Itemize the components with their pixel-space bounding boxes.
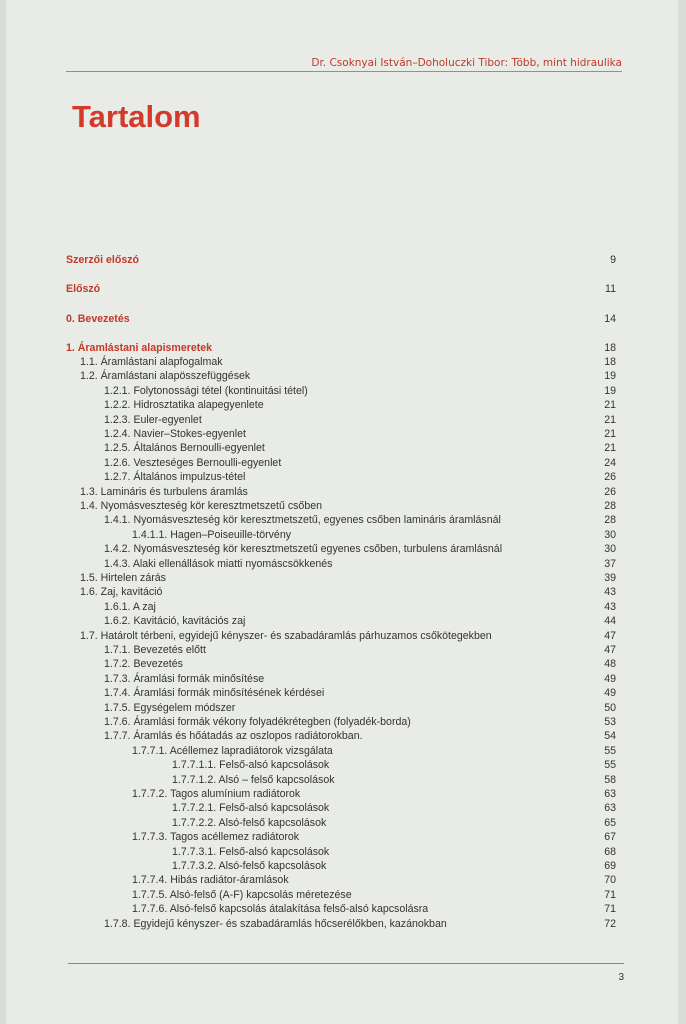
toc-entry	[0, 514, 686, 528]
toc-entry-page: 30	[604, 528, 616, 541]
toc-entry-title: 1.5. Hirtelen zárás	[80, 572, 166, 584]
toc-entry	[0, 500, 686, 514]
toc-entry-title: 1.7.7.5. Alsó-felső (A-F) kapcsolás méretezése	[132, 888, 352, 901]
toc-entry	[0, 874, 686, 888]
toc-entry-title: Előszó	[66, 283, 101, 295]
toc-entry-title: 1.2.5. Általános Bernoulli-egyenlet	[104, 442, 265, 455]
toc-entry	[0, 831, 686, 845]
toc-entry	[0, 486, 686, 500]
toc-entry-page: 18	[604, 342, 616, 354]
toc-entry-title: 1.2.3. Euler-egyenlet	[104, 413, 202, 426]
toc-entry	[0, 860, 686, 874]
toc-entry-page: 11	[605, 283, 616, 295]
toc-entry-page: 28	[604, 500, 616, 512]
toc-entry-page: 28	[604, 514, 616, 527]
toc-entry-title: 1.7.7.2.1. Felső-alsó kapcsolások	[172, 802, 330, 815]
toc-entry	[0, 529, 686, 543]
toc-entry-title: 1.7.7.4. Hibás radiátor-áramlások	[132, 874, 289, 887]
toc-entry	[0, 254, 686, 268]
toc-entry-page: 47	[604, 644, 616, 656]
toc-entry-title: 1.7.7.1. Acéllemez lapradiátorok vizsgálata	[132, 744, 333, 757]
toc-entry-title: 1.3. Lamináris és turbulens áramlás	[80, 485, 248, 498]
toc-entry-title: 1.7.7.2. Tagos alumínium radiátorok	[132, 788, 301, 800]
toc-entry-page: 18	[604, 356, 616, 368]
toc-entry-page: 72	[604, 917, 616, 930]
toc-entry-page: 54	[604, 730, 616, 743]
toc-entry	[0, 658, 686, 672]
toc-entry-title: 0. Bevezetés	[66, 313, 130, 325]
toc-entry-page: 37	[604, 557, 616, 570]
toc-entry-title: 1.7.3. Áramlási formák minősítése	[104, 672, 265, 685]
toc-entry-title: 1.7. Határolt térbeni, egyidejű kényszer- és szabadáramlás párhuzamos csőkötegekben	[80, 629, 492, 642]
toc-entry	[0, 385, 686, 399]
toc-entry	[0, 630, 686, 644]
toc-entry-page: 39	[604, 572, 616, 584]
header-rule	[66, 71, 622, 72]
toc-entry	[0, 788, 686, 802]
toc-entry-page: 24	[604, 456, 616, 469]
toc-entry-title: 1.4. Nyomásveszteség kör keresztmetszetű csőben	[80, 500, 322, 512]
toc-entry-title: 1.4.3. Alaki ellenállások miatti nyomáscsökkenés	[104, 557, 333, 570]
toc-entry	[0, 601, 686, 615]
toc-entry-title: 1.7.4. Áramlási formák minősítésének kérdései	[104, 687, 325, 700]
toc-entry	[0, 543, 686, 557]
toc-entry-title: 1.7.8. Egyidejű kényszer- és szabadáramlás hőcserélőkben, kazánokban	[104, 917, 447, 930]
toc-entry-title: 1.4.2. Nyomásveszteség kör keresztmetszetű egyenes csőben, turbulens áramlásnál	[104, 543, 503, 556]
toc-entry-page: 43	[604, 600, 616, 613]
toc-entry	[0, 283, 686, 297]
toc-entry-page: 48	[604, 658, 616, 671]
toc-entry	[0, 615, 686, 629]
toc-entry-title: 1.2.6. Veszteséges Bernoulli-egyenlet	[104, 456, 282, 469]
toc-entry	[0, 428, 686, 442]
toc-entry	[0, 558, 686, 572]
toc-entry	[0, 644, 686, 658]
toc-entry-page: 49	[604, 687, 616, 700]
toc-entry	[0, 414, 686, 428]
toc-entry-title: 1.6. Zaj, kavitáció	[80, 586, 163, 599]
toc-entry-title: 1.7.7.1.1. Felső-alsó kapcsolások	[172, 759, 330, 772]
page-number: 3	[618, 972, 624, 983]
toc-entry-title: 1.7.7.2.2. Alsó-felső kapcsolások	[172, 816, 327, 829]
toc-entry	[0, 586, 686, 600]
toc-entry-title: 1.2. Áramlástani alapösszefüggések	[80, 370, 251, 383]
toc-entry-page: 68	[604, 845, 616, 858]
toc-entry-title: 1.4.1.1. Hagen–Poiseuille-törvény	[132, 528, 292, 541]
toc-entry	[0, 745, 686, 759]
toc-entry-page: 65	[604, 816, 616, 829]
toc-entry-title: 1.4.1. Nyomásveszteség kör keresztmetszetű, egyenes csőben lamináris áramlásnál	[104, 514, 501, 527]
toc-entry	[0, 759, 686, 773]
toc-entry	[0, 442, 686, 456]
toc-entry-page: 49	[604, 672, 616, 685]
toc-entry-title: 1.7.7.3.2. Alsó-felső kapcsolások	[172, 860, 327, 872]
toc-entry	[0, 457, 686, 471]
toc-entry-page: 55	[604, 759, 616, 772]
toc-entry-title: 1. Áramlástani alapismeretek	[66, 342, 213, 354]
toc-entry-title: 1.7.7.1.2. Alsó – felső kapcsolások	[172, 773, 335, 786]
toc-entry-page: 69	[604, 860, 616, 872]
toc-entry-title: 1.1. Áramlástani alapfogalmak	[80, 356, 223, 368]
toc-entry	[0, 889, 686, 903]
toc-entry-page: 63	[604, 802, 616, 815]
toc-entry	[0, 774, 686, 788]
toc-entry	[0, 399, 686, 413]
toc-entry	[0, 702, 686, 716]
toc-entry-page: 9	[610, 254, 616, 266]
toc-entry	[0, 687, 686, 701]
toc-entry	[0, 313, 686, 327]
toc-entry	[0, 370, 686, 384]
toc-entry-title: 1.7.7. Áramlás és hőátadás az oszlopos radiátorokban.	[104, 730, 363, 743]
toc-entry-title: 1.2.2. Hidrosztatika alapegyenlete	[104, 399, 264, 412]
toc-entry-page: 71	[604, 888, 616, 901]
toc-entry-page: 19	[604, 384, 616, 397]
running-header: Dr. Csoknyai István–Doholuczki Tibor: Több, mint hidraulika	[311, 57, 622, 69]
toc-entry	[0, 342, 686, 356]
toc-entry-page: 53	[604, 716, 616, 728]
toc-entry-page: 21	[604, 413, 616, 426]
toc-entry-page: 55	[604, 744, 616, 757]
toc-entry-page: 67	[604, 831, 616, 844]
toc-entry	[0, 730, 686, 744]
toc-entry-title: 1.2.4. Navier–Stokes-egyenlet	[104, 428, 246, 440]
toc-entry-page: 26	[604, 471, 616, 484]
toc-entry-page: 58	[604, 773, 616, 786]
toc-entry-page: 50	[604, 701, 616, 714]
toc-entry	[0, 802, 686, 816]
toc-entry-page: 30	[604, 543, 616, 556]
toc-entry-title: 1.7.5. Egységelem módszer	[104, 701, 236, 714]
toc-entry	[0, 471, 686, 485]
toc-entry-title: 1.7.7.3.1. Felső-alsó kapcsolások	[172, 845, 330, 858]
toc-entry	[0, 846, 686, 860]
toc-entry-title: 1.7.7.3. Tagos acéllemez radiátorok	[132, 831, 300, 844]
toc-entry-title: 1.2.1. Folytonossági tétel (kontinuitási tétel)	[104, 384, 308, 397]
toc-entry-page: 14	[604, 313, 616, 325]
toc-entry-page: 21	[604, 399, 616, 412]
toc-entry-title: Szerzői előszó	[66, 254, 139, 266]
toc-entry-title: 1.7.2. Bevezetés	[104, 658, 183, 671]
toc-entry-page: 44	[604, 615, 616, 628]
toc-entry	[0, 817, 686, 831]
toc-entry-title: 1.2.7. Általános impulzus-tétel	[104, 471, 246, 484]
toc-entry-page: 43	[604, 586, 616, 599]
toc-entry	[0, 918, 686, 932]
footer-rule	[68, 963, 624, 964]
toc-entry	[0, 903, 686, 917]
toc-entry-page: 21	[604, 428, 616, 440]
toc-entry	[0, 572, 686, 586]
toc-entry-title: 1.6.1. A zaj	[104, 600, 156, 613]
toc-entry-page: 70	[604, 874, 616, 887]
toc-entry	[0, 716, 686, 730]
toc-entry-page: 71	[604, 903, 616, 916]
toc-entry	[0, 356, 686, 370]
toc-entry-page: 21	[604, 442, 616, 455]
toc-entry-page: 47	[604, 629, 616, 642]
toc-entry	[0, 673, 686, 687]
toc-entry-title: 1.7.1. Bevezetés előtt	[104, 644, 206, 656]
toc-entry-title: 1.6.2. Kavitáció, kavitációs zaj	[104, 615, 246, 628]
toc-entry-title: 1.7.6. Áramlási formák vékony folyadékrétegben (folyadék-borda)	[104, 716, 411, 728]
toc-entry-page: 63	[604, 788, 616, 800]
toc-entry-page: 19	[604, 370, 616, 383]
toc-entry-page: 26	[604, 485, 616, 498]
page-title: Tartalom	[72, 99, 201, 134]
toc-entry-title: 1.7.7.6. Alsó-felső kapcsolás átalakítása felső-alsó kapcsolásra	[132, 903, 429, 916]
